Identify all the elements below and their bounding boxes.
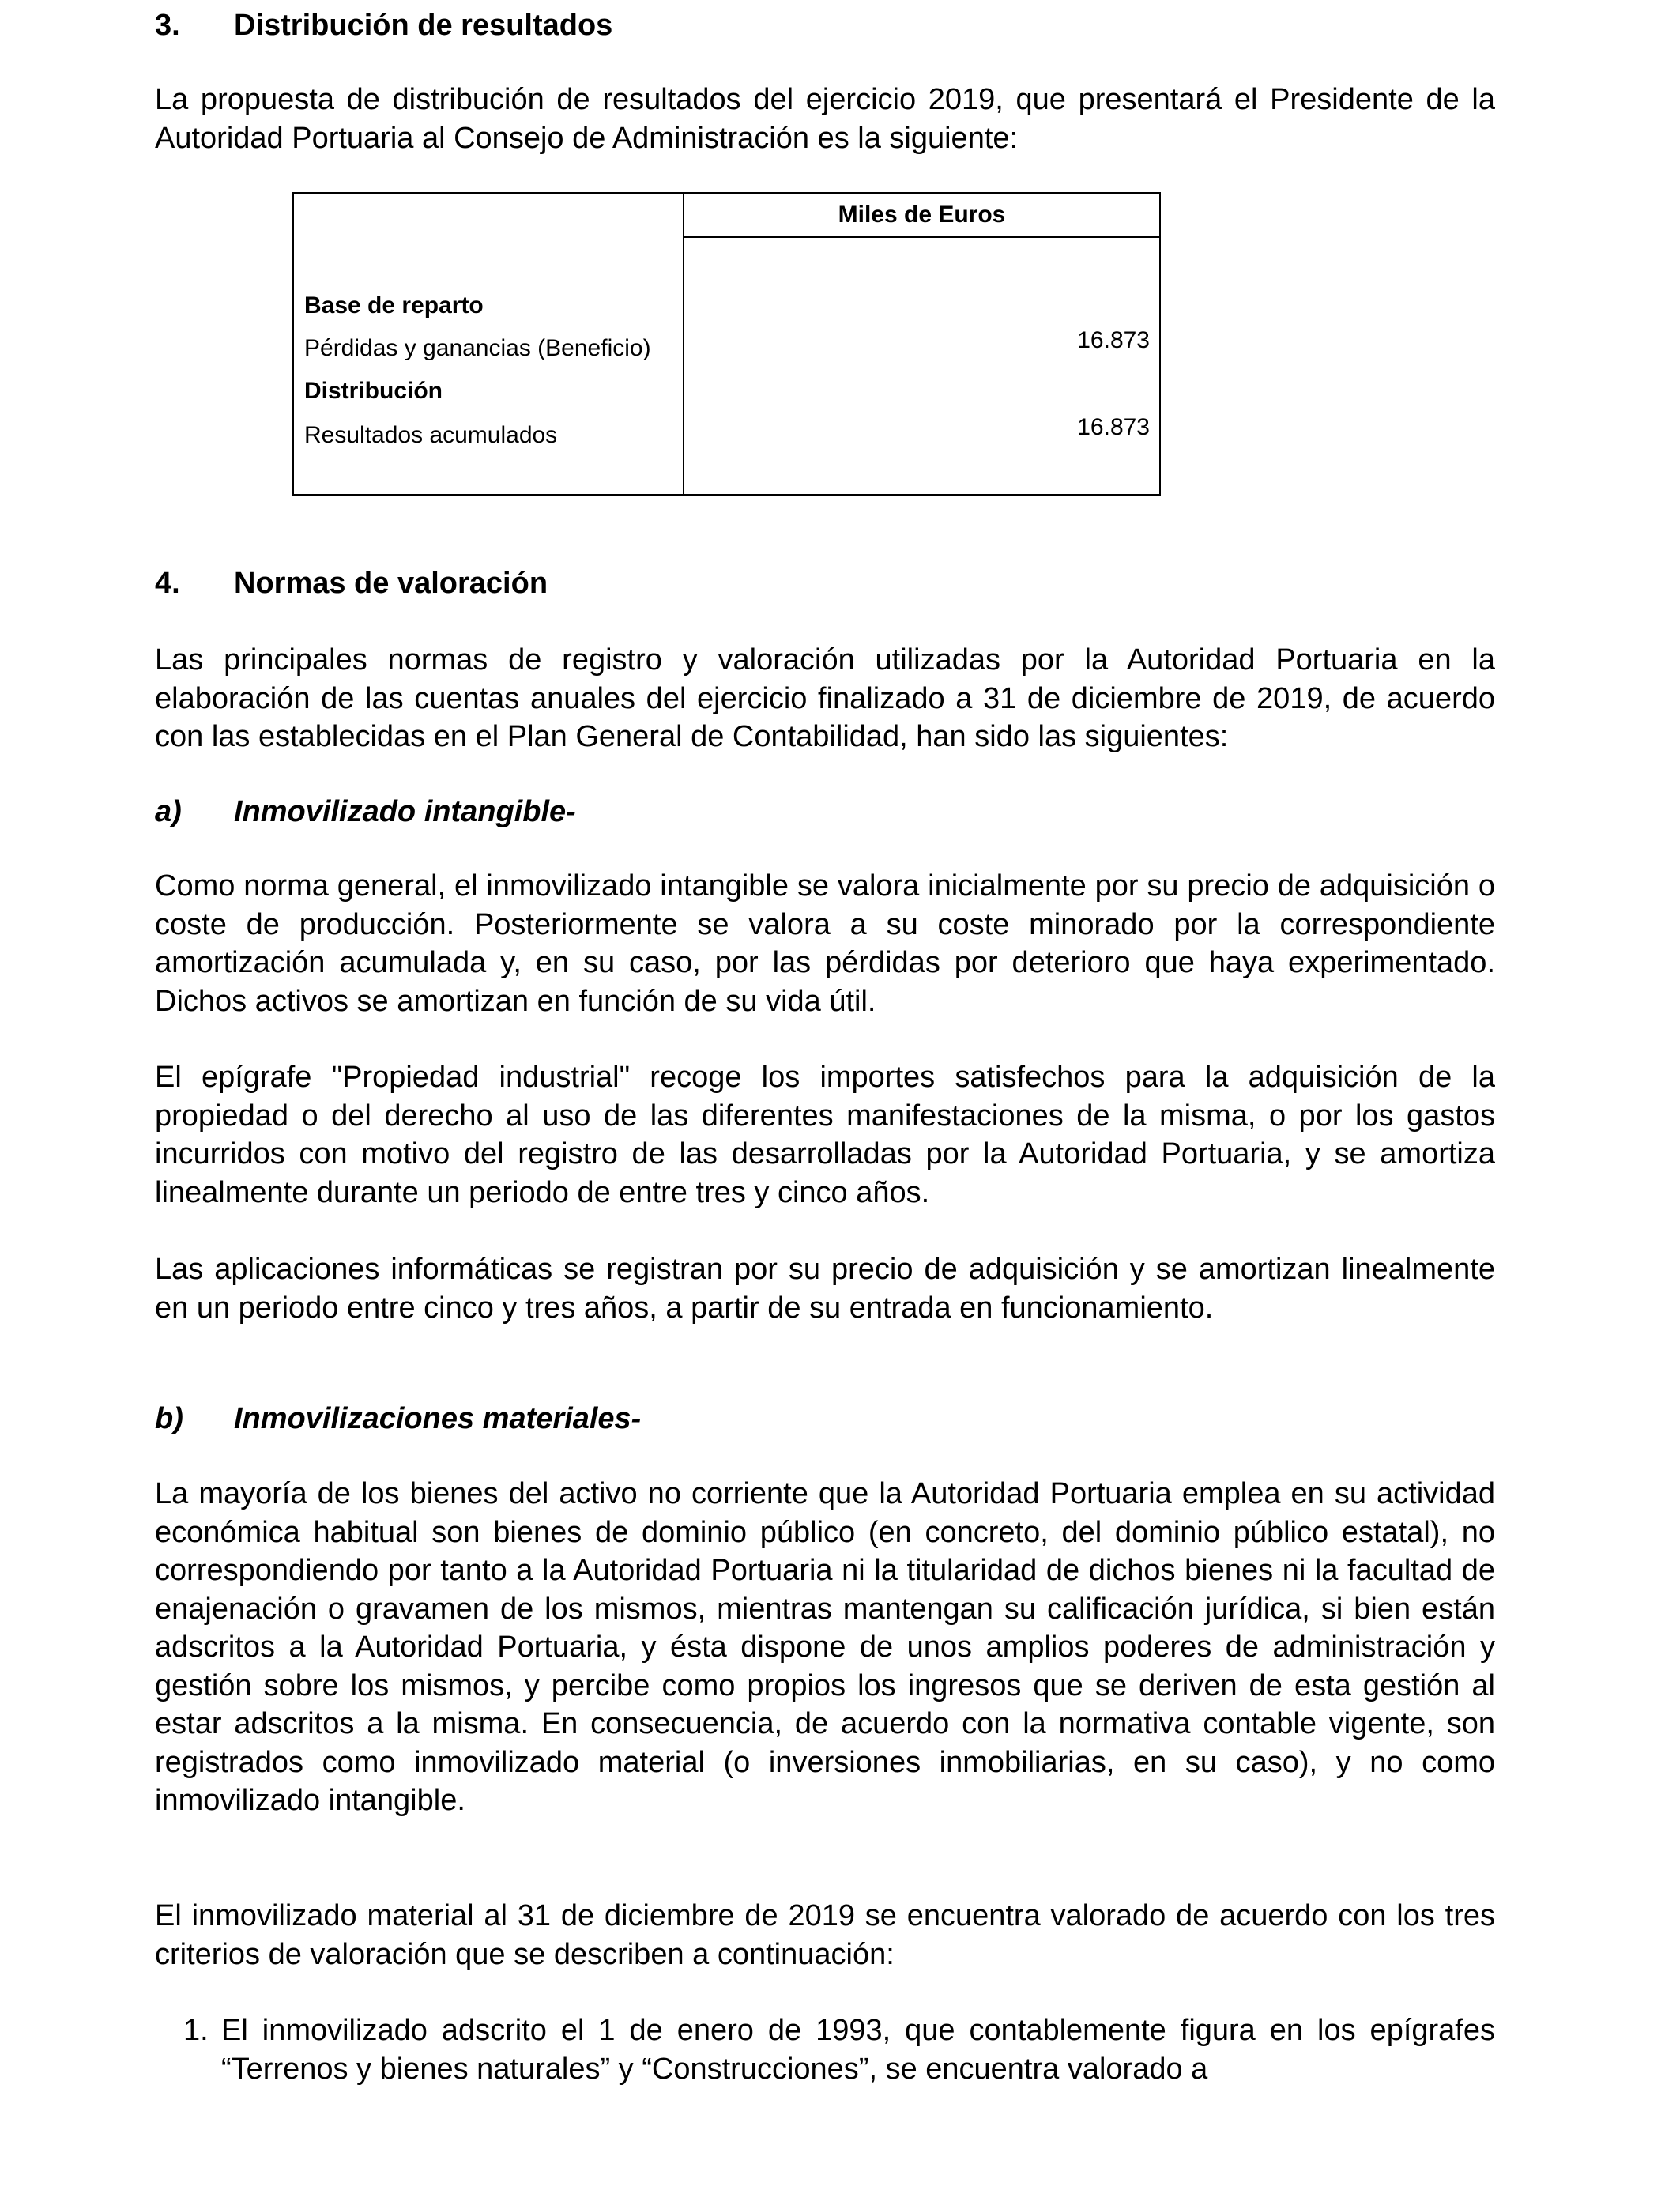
subsection-a-title: Inmovilizado intangible-: [234, 795, 576, 828]
section-3-number: 3.: [155, 9, 180, 42]
table-row-value: 16.873: [1077, 327, 1150, 353]
section-4-number: 4.: [155, 567, 180, 600]
list-item-text: El inmovilizado adscrito el 1 de enero de 1993, que contablemente figura en los epígrafes “Terrenos y bienes naturales” y “Construcciones”, se encuentra valorado a: [221, 2014, 1495, 2086]
subsection-b-heading: [155, 1400, 641, 1438]
distribution-table: [292, 192, 1161, 496]
section-4-heading: [155, 564, 548, 602]
table-divider-vertical: [683, 194, 684, 494]
section-4-intro: Las principales normas de registro y valoración utilizadas por la Autoridad Portuaria en la elaboración de las cuentas anuales del ejercicio finalizado a 31 de diciembre de 2019, de acuerdo con las establecidas en el Plan General de Contabilidad, han sido las siguientes:: [155, 643, 1495, 753]
list-item-marker: 1.: [183, 2014, 209, 2047]
subsection-a-paragraph: Como norma general, el inmovilizado intangible se valora inicialmente por su precio de adquisición o coste de producción. Posteriormente se valora a su coste minorado por la correspondiente amortización acumulada y, en su caso, por las pérdidas por deterioro que haya experimentado. Dichos activos se amortizan en función de su vida útil.: [155, 869, 1495, 1018]
table-row-value: 16.873: [1077, 414, 1150, 440]
table-divider-horizontal: [683, 236, 1159, 238]
subsection-b-paragraph: La mayoría de los bienes del activo no corriente que la Autoridad Portuaria emplea en su actividad económica habitual son bienes de dominio público (en concreto, del dominio público estatal), no correspondiendo por tanto a la Autoridad Portuaria ni la titularidad de dichos bienes ni la facultad de enajenación o gravamen de los mismos, mientras mantengan su calificación jurídica, si bien están adscritos a la Autoridad Portuaria, y ésta dispone de unos amplios poderes de administración y gestión sobre los mismos, y percibe como propios los ingresos que se deriven de esta gestión al estar adscritos a la misma. En consecuencia, de acuerdo con la normativa contable vigente, son registrados como inmovilizado material (o inversiones inmobiliarias, en su caso), y no como inmovilizado intangible.: [155, 1477, 1495, 1817]
section-3-heading: [155, 6, 612, 44]
table-row-label: Base de reparto: [304, 292, 484, 319]
table-row-label: Distribución: [304, 378, 443, 404]
table-row-label: Pérdidas y ganancias (Beneficio): [304, 335, 651, 361]
list-item: [155, 2011, 1495, 2088]
subsection-b-paragraph: El inmovilizado material al 31 de diciembre de 2019 se encuentra valorado de acuerdo con los tres criterios de valoración que se describen a continuación:: [155, 1899, 1495, 1971]
subsection-b-title: Inmovilizaciones materiales-: [234, 1402, 642, 1435]
section-3-title: Distribución de resultados: [234, 9, 613, 42]
table-row-label: Resultados acumulados: [304, 422, 558, 448]
subsection-b-letter: b): [155, 1402, 183, 1435]
section-4-title: Normas de valoración: [234, 567, 548, 600]
subsection-a-paragraph: El epígrafe "Propiedad industrial" recoge los importes satisfechos para la adquisición de la propiedad o del derecho al uso de las diferentes manifestaciones de la misma, o por los gastos incurridos con motivo del registro de las desarrolladas por la Autoridad Portuaria, y se amortiza linealmente durante un periodo de entre tres y cinco años.: [155, 1061, 1495, 1209]
section-3-intro: La propuesta de distribución de resultados del ejercicio 2019, que presentará el Presidente de la Autoridad Portuaria al Consejo de Administración es la siguiente:: [155, 83, 1495, 155]
subsection-a-heading: [155, 793, 576, 831]
table-column-header: Miles de Euros: [838, 202, 1006, 228]
subsection-a-paragraph: Las aplicaciones informáticas se registran por su precio de adquisición y se amortizan linealmente en un periodo entre cinco y tres años, a partir de su entrada en funcionamiento.: [155, 1253, 1495, 1325]
subsection-a-letter: a): [155, 795, 182, 828]
